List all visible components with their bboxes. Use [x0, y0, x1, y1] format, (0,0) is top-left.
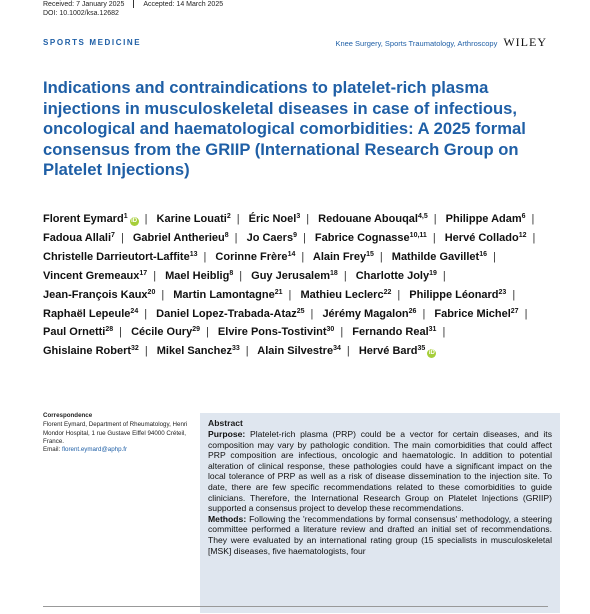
purpose-label: Purpose: — [208, 429, 246, 439]
author-name-text: Daniel Lopez-Trabada-Ataz — [156, 307, 297, 320]
author-name-text: Christelle Darrieutort-Laffite — [43, 250, 190, 263]
author-name-text: Hervé Bard — [358, 345, 418, 358]
affiliation-number[interactable]: 18 — [330, 269, 338, 277]
author-name-text: Mathieu Leclerc — [300, 288, 384, 301]
correspondence-email-line — [43, 446, 193, 454]
author-separator: | — [379, 250, 383, 263]
affiliation-number[interactable]: 6 — [521, 213, 526, 220]
author-separator: | — [245, 345, 249, 358]
author-separator: | — [433, 213, 437, 225]
author-separator: | — [153, 269, 157, 282]
affiliation-number[interactable]: 34 — [333, 345, 341, 353]
author-separator: | — [119, 326, 122, 339]
abstract-heading: Abstract — [208, 418, 243, 428]
methods-text: Following the 'recommendations by formal consensus' methodology, a steering committee performed a literature review and drafted an initial set of recommendations. They were evaluated by an international rating group (15 specialists in musculoskeletal [MSK] diseases, five haematologists, four — [208, 513, 552, 556]
affiliation-number[interactable]: 20 — [147, 288, 156, 296]
author-separator: | — [493, 250, 496, 263]
author-separator: | — [144, 345, 148, 358]
author-separator: | — [432, 231, 436, 244]
author-name[interactable] — [43, 232, 115, 244]
orcid-icon[interactable]: iD — [428, 350, 435, 357]
author-name[interactable] — [43, 251, 198, 263]
abstract-box — [200, 413, 560, 613]
email-link[interactable]: florent.eymard@aphp.fr — [61, 446, 128, 454]
author-list — [43, 210, 548, 361]
author-name[interactable] — [392, 251, 487, 263]
affiliation-number[interactable]: 1 — [123, 213, 128, 220]
affiliation-number[interactable]: 17 — [139, 269, 148, 277]
author-separator: | — [422, 307, 426, 320]
author-name[interactable] — [156, 308, 304, 320]
affiliation-number[interactable]: 26 — [408, 307, 417, 315]
author-name-text: Jean-François Kaux — [43, 288, 148, 301]
affiliation-number[interactable]: 21 — [274, 288, 283, 296]
author-separator: | — [524, 307, 528, 320]
author-name-text: Fabrice Michel — [434, 307, 511, 320]
author-name[interactable] — [315, 232, 427, 244]
affiliation-number[interactable]: 3 — [296, 213, 301, 220]
affiliation-number[interactable]: 28 — [105, 326, 114, 334]
author-name[interactable] — [356, 270, 437, 282]
author-separator: | — [397, 288, 401, 301]
author-name-text: Philippe Léonard — [409, 288, 499, 301]
author-name-text: Gabriel Antherieu — [132, 231, 225, 244]
author-name-text: Karine Louati — [156, 213, 227, 225]
author-name-text: Mikel Sanchez — [156, 345, 232, 358]
author-separator: | — [343, 269, 347, 282]
accepted-date: Accepted: 14 March 2025 — [143, 1, 224, 8]
orcid-icon[interactable]: iD — [131, 218, 138, 224]
author-name[interactable] — [43, 270, 147, 282]
author-name-text: Cécile Oury — [131, 326, 193, 339]
author-separator: | — [144, 307, 148, 320]
author-separator: | — [532, 231, 536, 244]
methods-label: Methods: — [208, 513, 247, 524]
author-name[interactable] — [249, 213, 301, 225]
author-name[interactable] — [446, 213, 526, 225]
author-separator: | — [120, 231, 124, 244]
received-date: Received: 7 January 2025 — [43, 1, 125, 8]
affiliation-number[interactable]: 35 — [417, 345, 426, 353]
author-name[interactable] — [157, 345, 240, 357]
author-separator: | — [306, 213, 310, 225]
author-name[interactable] — [318, 213, 428, 225]
article-title: Indications and contraindications to platelet-rich plasma injections in musculoskeletal diseases in case of infectious, oncological and haematological comorbidities: A 2025 formal consensus from the GRIIP (International Research Group on Platelet Injections) — [43, 78, 526, 179]
author-name-text: Elvire Pons-Tostivint — [217, 326, 327, 339]
author-name-text: Fernando Real — [352, 326, 429, 339]
author-separator: | — [346, 345, 350, 358]
divider — [133, 0, 134, 8]
author-name[interactable] — [352, 326, 436, 338]
author-name-text: Vincent Gremeaux — [43, 269, 140, 282]
section-label: SPORTS MEDICINE — [43, 38, 142, 47]
author-separator: | — [144, 213, 148, 225]
author-name-text: Alain Silvestre — [257, 345, 334, 358]
author-separator: | — [203, 250, 207, 263]
affiliation-number[interactable]: 4,5 — [417, 213, 428, 220]
author-separator: | — [301, 250, 305, 263]
author-name-text: Mael Heiblig — [165, 269, 230, 282]
author-name[interactable] — [157, 213, 231, 225]
author-name-text: Jo Caers — [246, 231, 294, 244]
correspondence-heading: Correspondence — [43, 412, 93, 419]
author-name[interactable] — [434, 308, 518, 320]
author-name[interactable] — [409, 289, 506, 301]
author-separator: | — [302, 231, 306, 244]
abstract-purpose — [208, 429, 552, 514]
author-name[interactable] — [218, 326, 334, 338]
author-name[interactable] — [43, 308, 138, 320]
author-separator: | — [161, 288, 165, 301]
author-name-text: Raphaël Lepeule — [43, 307, 131, 320]
affiliation-number[interactable]: 29 — [192, 326, 200, 334]
author-name-text: Fadoua Allali — [43, 231, 112, 244]
author-name-text: Mathilde Gavillet — [391, 250, 480, 263]
author-separator: | — [236, 213, 240, 225]
purpose-text: Platelet-rich plasma (PRP) could be a vector for certain diseases, and its composition may vary by pathologic condition. The main comorbidities that could affect PRP composition are infectious, oncologic and haematologic. In addition to potential alteration of clinical response, these pathologies could have a significant impact on the local tolerance of PRP as well as a risk of disease dissemination to the injection site. To date, there are few specific recommendations related to these comorbidities to guide clinicians. Therefore, the International Research Group on Platelet Injections (GRIIP) supported a consensus project to develop these recommendations. — [208, 429, 552, 514]
author-name-text: Redouane Abouqal — [318, 213, 418, 225]
affiliation-number[interactable]: 12 — [518, 231, 527, 239]
author-name[interactable] — [131, 326, 200, 338]
email-label: Email: — [43, 446, 61, 454]
author-name[interactable] — [165, 270, 233, 282]
doi[interactable]: DOI: 10.1002/ksa.12682 — [43, 10, 119, 17]
author-separator: | — [206, 326, 209, 339]
author-name-text: Fabrice Cognasse — [314, 231, 410, 244]
correspondence — [43, 412, 193, 454]
affiliation-number[interactable]: 2 — [226, 213, 231, 220]
author-name[interactable] — [215, 251, 295, 263]
author-name-text: Corinne Frère — [215, 250, 288, 263]
author-separator: | — [239, 269, 243, 282]
author-name[interactable] — [133, 232, 229, 244]
footer-divider — [43, 606, 548, 607]
author-name[interactable] — [43, 213, 139, 225]
author-separator: | — [531, 213, 535, 225]
author-separator: | — [288, 288, 292, 301]
affiliation-number[interactable]: 8 — [224, 231, 229, 239]
affiliation-number[interactable]: 30 — [326, 326, 335, 334]
journal-name[interactable]: Knee Surgery, Sports Traumatology, Arthroscopy — [335, 39, 498, 48]
author-separator: | — [340, 326, 344, 339]
affiliation-number[interactable]: 19 — [429, 269, 437, 277]
affiliation-number[interactable]: 16 — [479, 250, 487, 258]
author-name-text: Jérémy Magalon — [322, 307, 409, 320]
author-name-text: Philippe Adam — [445, 213, 522, 225]
affiliation-number[interactable]: 24 — [130, 307, 139, 315]
affiliation-number[interactable]: 14 — [287, 250, 296, 258]
author-name-text: Charlotte Joly — [355, 269, 430, 282]
author-name-text: Florent Eymard — [43, 213, 124, 225]
author-name-text: Ghislaine Robert — [43, 345, 132, 358]
affiliation-number[interactable]: 15 — [366, 250, 374, 258]
affiliation-number[interactable]: 10,11 — [409, 231, 427, 239]
author-name-text: Guy Jerusalem — [251, 269, 331, 282]
author-name-text: Martin Lamontagne — [173, 288, 275, 301]
author-name[interactable] — [313, 251, 374, 263]
affiliation-number[interactable]: 13 — [189, 250, 198, 258]
affiliation-number[interactable]: 8 — [229, 269, 234, 277]
author-name[interactable] — [359, 345, 437, 357]
author-name-text: Alain Frey — [312, 250, 367, 263]
affiliation-number[interactable]: 23 — [498, 288, 507, 296]
author-name[interactable] — [43, 289, 155, 301]
author-name-text: Paul Ornetti — [43, 326, 106, 339]
author-name[interactable] — [43, 326, 113, 338]
affiliation-number[interactable]: 22 — [383, 288, 392, 296]
author-separator: | — [512, 288, 516, 301]
author-name[interactable] — [173, 289, 282, 301]
author-separator: | — [442, 269, 446, 282]
publisher-logo: WILEY — [503, 35, 547, 49]
author-name[interactable] — [43, 345, 139, 357]
affiliation-number[interactable]: 7 — [111, 231, 115, 239]
affiliation-number[interactable]: 9 — [293, 231, 297, 239]
author-separator: | — [234, 231, 238, 244]
correspondence-address: Florent Eymard, Department of Rheumatology, Henri Mondor Hospital, 1 rue Gustave Eiffel 94000 Créteil, France. — [43, 421, 188, 445]
affiliation-number[interactable]: 32 — [131, 345, 139, 353]
abstract-methods — [208, 514, 552, 556]
author-separator: | — [310, 307, 314, 320]
affiliation-number[interactable]: 27 — [510, 307, 519, 315]
author-separator: | — [442, 326, 446, 339]
author-name[interactable] — [251, 270, 338, 282]
author-name[interactable] — [300, 289, 391, 301]
article-dates — [43, 0, 223, 18]
author-name[interactable] — [247, 232, 297, 244]
author-name[interactable] — [322, 308, 416, 320]
journal-header — [335, 35, 547, 50]
affiliation-number[interactable]: 25 — [296, 307, 305, 315]
author-name[interactable] — [445, 232, 527, 244]
affiliation-number[interactable]: 31 — [428, 326, 437, 334]
author-name[interactable] — [257, 345, 341, 357]
affiliation-number[interactable]: 33 — [231, 345, 240, 353]
author-name-text: Hervé Collado — [444, 231, 519, 244]
author-name-text: Éric Noel — [248, 213, 297, 225]
